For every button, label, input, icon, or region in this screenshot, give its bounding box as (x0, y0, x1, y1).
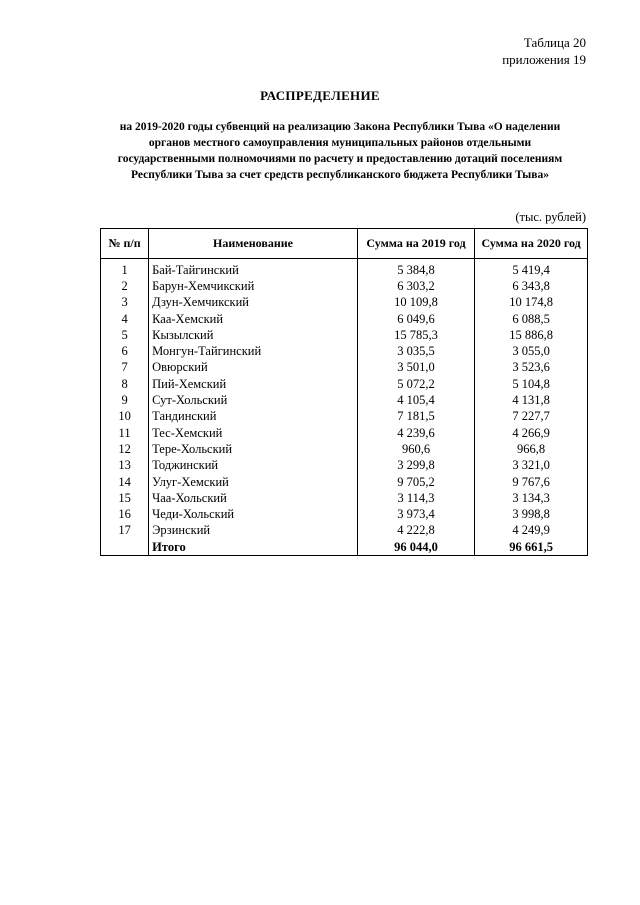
row-number: 15 (101, 490, 149, 506)
amount-2019: 3 299,8 (357, 458, 474, 474)
table-row (101, 441, 588, 457)
district-name: Каа-Хемский (149, 311, 358, 327)
amount-2020: 4 249,9 (475, 523, 588, 539)
total-2020: 96 661,5 (475, 539, 588, 556)
table-header-row (101, 229, 588, 259)
table-row (101, 458, 588, 474)
amount-2020: 4 131,8 (475, 392, 588, 408)
table-row (101, 376, 588, 392)
row-number: 13 (101, 458, 149, 474)
column-header-2019: Сумма на 2019 год (357, 229, 474, 259)
district-name: Тоджинский (149, 458, 358, 474)
table-body (101, 259, 588, 556)
amount-2019: 3 501,0 (357, 360, 474, 376)
appendix-number: приложения 19 (502, 52, 586, 67)
amount-2019: 3 973,4 (357, 506, 474, 522)
units-note: (тыс. рублей) (515, 210, 586, 224)
district-name: Эрзинский (149, 523, 358, 539)
amount-2020: 5 419,4 (475, 259, 588, 279)
district-name: Дзун-Хемчикский (149, 295, 358, 311)
amount-2019: 6 049,6 (357, 311, 474, 327)
total-row (101, 539, 588, 556)
amount-2020: 3 998,8 (475, 506, 588, 522)
total-label: Итого (149, 539, 358, 556)
row-number: 1 (101, 259, 149, 279)
amount-2019: 15 785,3 (357, 327, 474, 343)
amount-2020: 7 227,7 (475, 409, 588, 425)
table-row (101, 474, 588, 490)
table-row (101, 311, 588, 327)
table-row (101, 327, 588, 343)
district-name: Чаа-Хольский (149, 490, 358, 506)
district-name: Бай-Тайгинский (149, 259, 358, 279)
row-number: 5 (101, 327, 149, 343)
amount-2020: 3 523,6 (475, 360, 588, 376)
amount-2019: 6 303,2 (357, 278, 474, 294)
table-row (101, 360, 588, 376)
district-name: Сут-Хольский (149, 392, 358, 408)
district-name: Барун-Хемчикский (149, 278, 358, 294)
column-header-2020: Сумма на 2020 год (475, 229, 588, 259)
row-number: 3 (101, 295, 149, 311)
row-number: 4 (101, 311, 149, 327)
table-row (101, 523, 588, 539)
district-name: Тес-Хемский (149, 425, 358, 441)
district-name: Тере-Хольский (149, 441, 358, 457)
district-name: Тандинский (149, 409, 358, 425)
total-number (101, 539, 149, 556)
row-number: 11 (101, 425, 149, 441)
amount-2019: 4 222,8 (357, 523, 474, 539)
page-title: РАСПРЕДЕЛЕНИЕ (260, 88, 380, 103)
row-number: 8 (101, 376, 149, 392)
district-name: Чеди-Хольский (149, 506, 358, 522)
amount-2019: 5 072,2 (357, 376, 474, 392)
row-number: 10 (101, 409, 149, 425)
page-subtitle: на 2019-2020 годы субвенций на реализацию Закона Республики Тыва «О наделении органов местного самоуправления муниципальных районов отдельными государственными полномочиями по расчету и предоставлению дотаций поселениям Республики Тыва за счет средств республиканского бюджета Республики Тыва» (117, 121, 563, 181)
table-row (101, 392, 588, 408)
amount-2020: 9 767,6 (475, 474, 588, 490)
table-row (101, 409, 588, 425)
district-name: Монгун-Тайгинский (149, 343, 358, 359)
amount-2020: 6 088,5 (475, 311, 588, 327)
amount-2019: 4 239,6 (357, 425, 474, 441)
amount-2020: 3 321,0 (475, 458, 588, 474)
table-number: Таблица 20 (523, 35, 586, 50)
row-number: 6 (101, 343, 149, 359)
table-reference (502, 34, 586, 68)
amount-2019: 960,6 (357, 441, 474, 457)
table-row (101, 343, 588, 359)
row-number: 16 (101, 506, 149, 522)
district-name: Пий-Хемский (149, 376, 358, 392)
amount-2019: 9 705,2 (357, 474, 474, 490)
column-header-name: Наименование (149, 229, 358, 259)
amount-2020: 6 343,8 (475, 278, 588, 294)
amount-2019: 3 035,5 (357, 343, 474, 359)
row-number: 14 (101, 474, 149, 490)
total-2019: 96 044,0 (357, 539, 474, 556)
amount-2020: 3 134,3 (475, 490, 588, 506)
amount-2020: 5 104,8 (475, 376, 588, 392)
district-name: Кызылский (149, 327, 358, 343)
amount-2020: 15 886,8 (475, 327, 588, 343)
amount-2019: 5 384,8 (357, 259, 474, 279)
amount-2019: 3 114,3 (357, 490, 474, 506)
row-number: 12 (101, 441, 149, 457)
table-row (101, 490, 588, 506)
table-row (101, 278, 588, 294)
table-row (101, 506, 588, 522)
table-row (101, 425, 588, 441)
amount-2019: 10 109,8 (357, 295, 474, 311)
row-number: 2 (101, 278, 149, 294)
amount-2019: 7 181,5 (357, 409, 474, 425)
distribution-table (100, 228, 588, 556)
row-number: 17 (101, 523, 149, 539)
district-name: Овюрский (149, 360, 358, 376)
row-number: 9 (101, 392, 149, 408)
amount-2020: 966,8 (475, 441, 588, 457)
amount-2019: 4 105,4 (357, 392, 474, 408)
column-header-number: № п/п (101, 229, 149, 259)
amount-2020: 10 174,8 (475, 295, 588, 311)
amount-2020: 4 266,9 (475, 425, 588, 441)
table-row (101, 295, 588, 311)
row-number: 7 (101, 360, 149, 376)
district-name: Улуг-Хемский (149, 474, 358, 490)
table-row (101, 259, 588, 279)
amount-2020: 3 055,0 (475, 343, 588, 359)
